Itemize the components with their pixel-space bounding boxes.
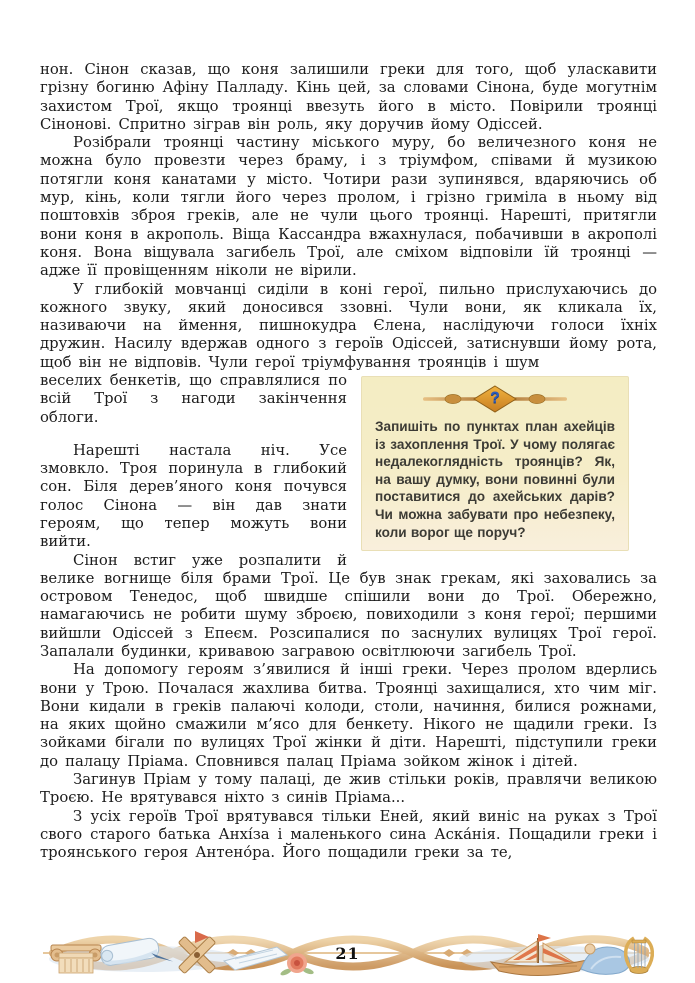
page-text — [40, 61, 657, 863]
paragraph-text: веселих бенкетів, що справлялися по всій Трої з нагоди закінчення облоги. — [40, 372, 347, 426]
paragraph: нон. Сінон сказав, що коня залишили греки для того, щоб уласкавити грізну богиню Афіну Палладу. Кінь цей, за словами Сінона, буде могутнім захистом Трої, якщо троянці ввезуть його в місто. Повірили троянці Сінонові. Спритно зіграв він роль, яку доручив йому Одіссей. — [40, 61, 657, 133]
paragraph: Загинув Пріам у тому палаці, де жив стільки років, правлячи великою Троєю. Не врятувався ніхто з синів Пріама... — [40, 771, 657, 807]
paragraph: Нарешті настала ніч. Усе змовкло. Троя поринула в глибокий сон. Біля дерев’яного коня почувся голос Сінона — він дав знати героям, що тепер можуть вони вийти. — [40, 441, 347, 551]
page-number: 21 — [335, 944, 360, 963]
paragraph — [40, 281, 657, 372]
paragraph: Сінон встиг уже розпалити й велике вогнище біля брами Трої. Це був знак грекам, які заховались за островом Тенедос, щоб швидше спішили вони до Трої. Обережно, намагаючись не робити шуму зброєю, повиходили з коня герої; першими вийшли Одіссей з Епеєм. Розсипалися по заснулих вулицях Трої герої. Запалали будинки, кривавою загравою освітлюючи загибель Трої. — [40, 551, 657, 660]
task-box-panel — [361, 376, 629, 551]
task-box — [361, 376, 629, 551]
footer-ornament — [39, 929, 656, 977]
question-mark-icon: ? — [490, 389, 500, 407]
paragraph: Розібрали троянці частину міського муру, бо величезного коня не можна було провезти через браму, і з тріумфом, співами й музикою потягли коня канатами у місто. Чотири рази зупинявся, вдаряючись об мур, кінь, коли тягли його через пролом, і грізно гриміла в ньому від поштовхів зброя греків, але не чули цього троянці. Нарешті, притягли вони коня в акрополь. Віща Кассандра вжахнулася, побачивши в акрополі коня. Вона віщувала загибель Трої, але сміхом відповіли їй троянці — адже її провіщенням ніколи не вірили. — [40, 134, 657, 280]
question-divider-icon — [415, 385, 575, 413]
paragraph: З усіх героїв Трої врятувався тільки Еней, який виніс на руках з Трої свого старого батька Анхі́за і маленького сина Аска́нія. Пощадили греки і троянського героя Антено́ра. Його пощадили греки за те, — [40, 807, 657, 862]
paragraph-text: У глибокій мовчанці сиділи в коні герої, пильно прислухаючись до кожного звуку, який доносився ззовні. Чули вони, як кликала їх, називаючи на ймення, пишнокудра Єлена, наслідуючи голоси їхніх дружин. Насилу вдержав одного з героїв Одіссей, затиснувши йому рота, щоб він не відповів. Чули герої тріумфування троянців і шум — [40, 280, 657, 371]
paragraph: На допомогу героям з’явилися й інші греки. Через пролом вдерлись вони у Трою. Почалася жахлива битва. Троянці захищалися, хто чим міг. Вони кидали в греків палаючі колоди, столи, начиння, билися рожнами, на яких щойно смажили м’ясо для бенкету. Нікого не щадили греки. Із зойками бігали по вулицях Трої жінки й діти. Нарешті, підступили греки до палацу Пріама. Сповнився палац Пріама зойком жінок і дітей. — [40, 661, 657, 770]
muse-icon — [581, 944, 630, 974]
task-text: Запишіть по пунктах план ахейців із захоплення Трої. У чому полягає недалекоглядність троянців? Як, на вашу думку, вони повинні були поставитися до ахейських дарів? Чи можна забувати про небезпеку, коли ворог ще поруч? — [375, 419, 615, 540]
